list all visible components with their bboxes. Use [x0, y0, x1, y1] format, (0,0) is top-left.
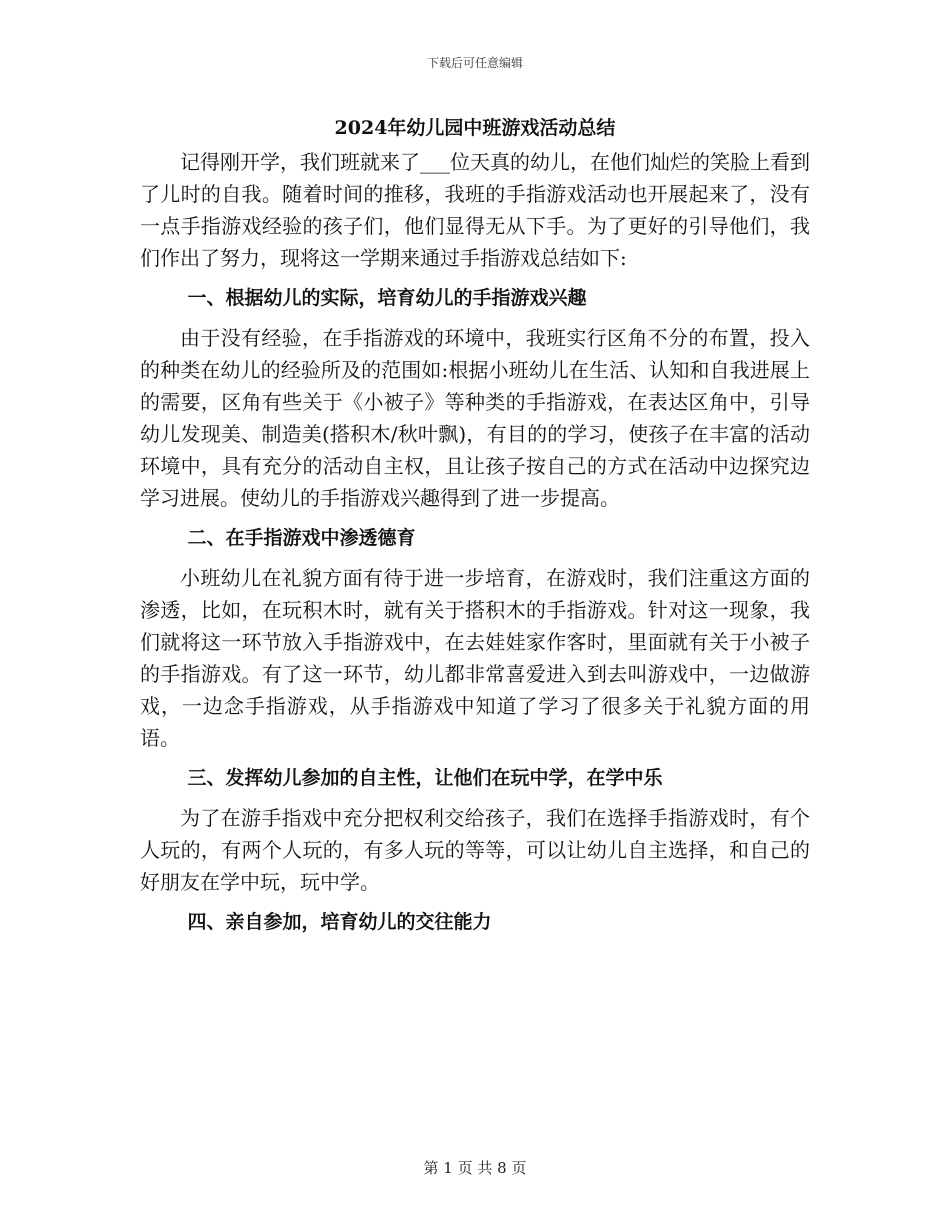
intro-paragraph: 记得刚开学，我们班就来了___位天真的幼儿，在他们灿烂的笑脸上看到了儿时的自我。随着时间的推移，我班的手指游戏活动也开展起来了，没有一点手指游戏经验的孩子们，他们显得无从下手。为了更好的引导他们，我们作出了努力，现将这一学期来通过手指游戏总结如下: [140, 150, 810, 270]
document-title: 2024年幼儿园中班游戏活动总结 [334, 117, 616, 139]
section-2-heading: 二、在手指游戏中渗透德育 [187, 527, 416, 549]
section-4-heading: 四、亲自参加，培育幼儿的交往能力 [187, 911, 492, 933]
section-1-heading: 一、根据幼儿的实际，培育幼儿的手指游戏兴趣 [187, 287, 587, 309]
section-1-paragraph: 由于没有经验，在手指游戏的环境中，我班实行区角不分的布置，投入的种类在幼儿的经验所及的范围如:根据小班幼儿在生活、认知和自我进展上的需要，区角有些关于《小被子》等种类的手指游戏，在表达区角中，引导幼儿发现美、制造美(搭积木/秋叶飘)，有目的的学习，使孩子在丰富的活动环境中，具有充分的活动自主权，且让孩子按自己的方式在活动中边探究边学习进展。使幼儿的手指游戏兴趣得到了进一步提高。 [140, 326, 810, 510]
page-header: 下载后可任意编辑 [426, 56, 523, 70]
document-body [140, 114, 810, 946]
section-3-heading: 三、发挥幼儿参加的自主性，让他们在玩中学，在学中乐 [187, 767, 663, 789]
page-footer: 第 1 页 共 8 页 [423, 1159, 527, 1177]
section-2-paragraph: 小班幼儿在礼貌方面有待于进一步培育，在游戏时，我们注重这方面的渗透，比如，在玩积木时，就有关于搭积木的手指游戏。针对这一现象，我们就将这一环节放入手指游戏中，在去娃娃家作客时，里面就有关于小被子的手指游戏。有了这一环节，幼儿都非常喜爱进入到去叫游戏中，一边做游戏，一边念手指游戏，从手指游戏中知道了学习了很多关于礼貌方面的用语。 [140, 566, 810, 750]
section-3-paragraph: 为了在游手指戏中充分把权利交给孩子，我们在选择手指游戏时，有个人玩的，有两个人玩的，有多人玩的等等，可以让幼儿自主选择，和自己的好朋友在学中玩，玩中学。 [140, 806, 810, 894]
